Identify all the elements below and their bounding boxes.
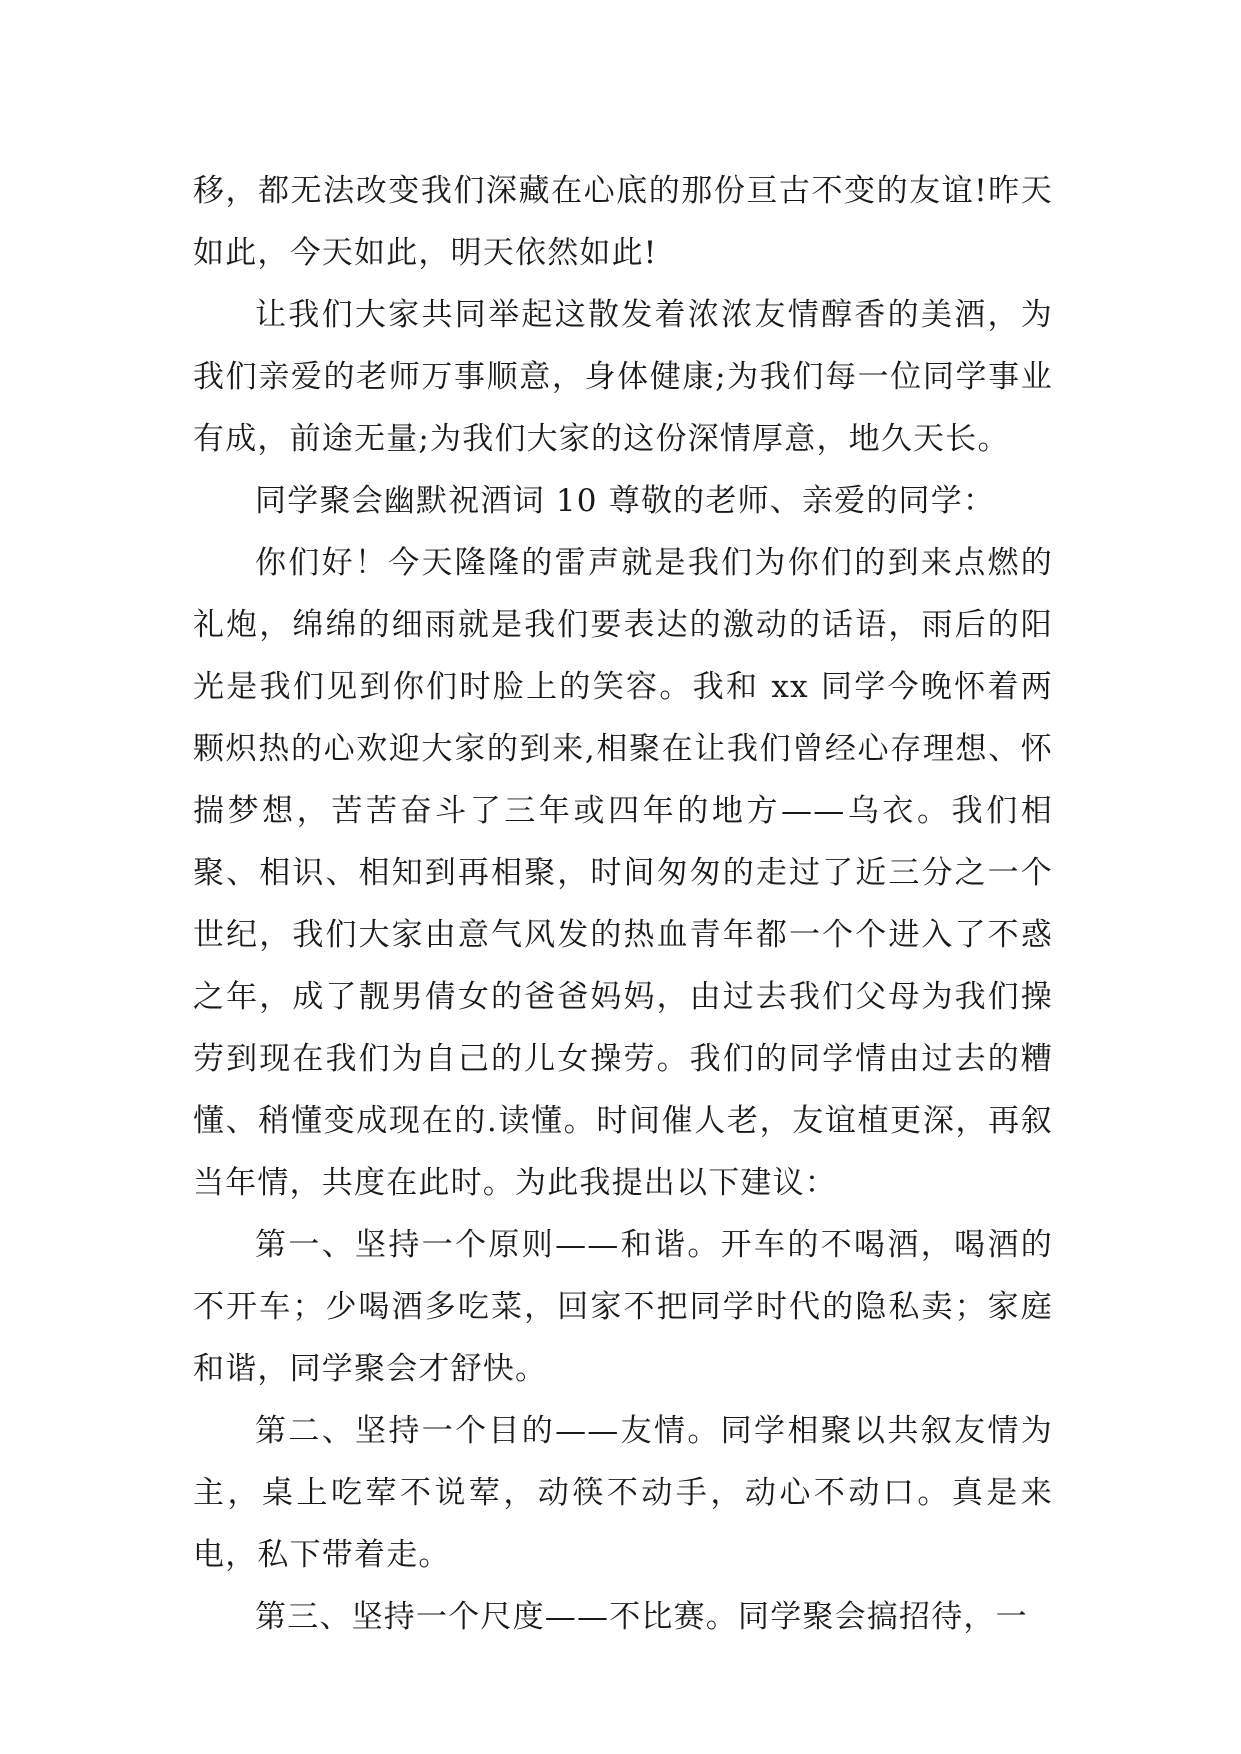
paragraph-point-three: 第三、坚持一个尺度——不比赛。同学聚会搞招待，一 xyxy=(255,1599,1028,1635)
document-body xyxy=(193,160,1053,1648)
paragraph-point-one: 第一、坚持一个原则——和谐。开车的不喝酒，喝酒的不开车；少喝酒多吃菜，回家不把同学时代的隐私卖；家庭和谐，同学聚会才舒快。 xyxy=(193,1227,1053,1387)
paragraph-toast: 让我们大家共同举起这散发着浓浓友情醇香的美酒，为我们亲爱的老师万事顺意，身体健康;为我们每一位同学事业有成，前途无量;为我们大家的这份深情厚意，地久天长。 xyxy=(193,297,1053,457)
paragraph-continuation: 移，都无法改变我们深藏在心底的那份亘古不变的友谊!昨天如此，今天如此，明天依然如此! xyxy=(193,173,1053,271)
paragraph-heading-line: 同学聚会幽默祝酒词 10 尊敬的老师、亲爱的同学： xyxy=(255,483,996,519)
paragraph-point-two: 第二、坚持一个目的——友情。同学相聚以共叙友情为主，桌上吃荤不说荤，动筷不动手，动心不动口。真是来电，私下带着走。 xyxy=(193,1413,1053,1573)
paragraph-greeting: 你们好！今天隆隆的雷声就是我们为你们的到来点燃的礼炮，绵绵的细雨就是我们要表达的激动的话语，雨后的阳光是我们见到你们时脸上的笑容。我和 xx 同学今晚怀着两颗炽热的心欢迎大家的到来,相聚在让我们曾经心存理想、怀揣梦想，苦苦奋斗了三年或四年的地方——乌衣。我们相聚、相识、相知到再相聚，时间匆匆的走过了近三分之一个世纪，我们大家由意气风发的热血青年都一个个进入了不惑之年，成了靓男倩女的爸爸妈妈，由过去我们父母为我们操劳到现在我们为自己的儿女操劳。我们的同学情由过去的糟懂、稍懂变成现在的.读懂。时间催人老，友谊植更深，再叙当年情，共度在此时。为此我提出以下建议： xyxy=(193,545,1053,1201)
